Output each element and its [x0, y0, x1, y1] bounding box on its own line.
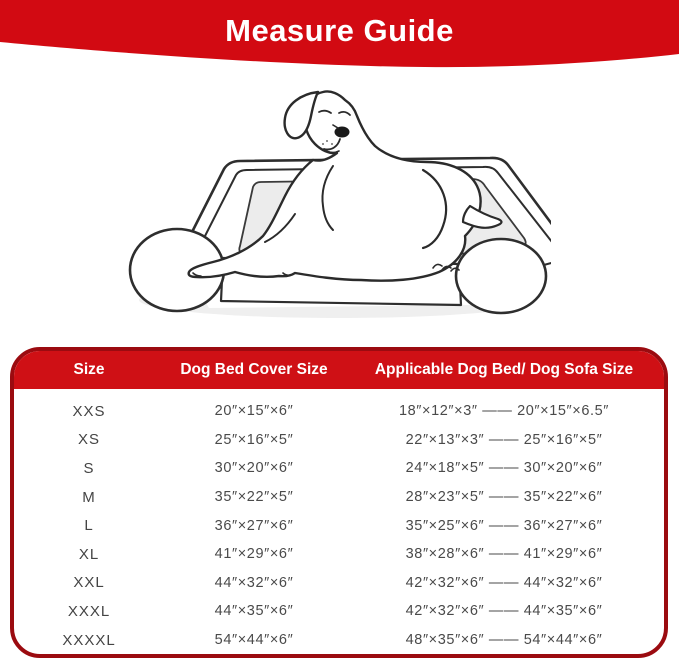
cover-size-value: 25″×16″×5″: [214, 431, 294, 448]
table-row: [14, 569, 664, 598]
table-row: [14, 397, 664, 426]
cover-size-value: 54″×44″×6″: [214, 632, 294, 649]
size-table: [10, 347, 668, 658]
whisker-dot: [331, 143, 333, 145]
applicable-size-value: 28″×23″×5″ —— 35″×22″×6″: [405, 489, 603, 506]
applicable-size-value: 42″×32″×6″ —— 44″×32″×6″: [405, 574, 603, 591]
applicable-size-value: 18″×12″×3″ —— 20″×15″×6.5″: [398, 403, 610, 420]
cover-size-value: 20″×15″×6″: [214, 403, 294, 420]
cover-size-value: 35″×22″×5″: [214, 489, 294, 506]
applicable-size-value: 22″×13″×3″ —— 25″×16″×5″: [405, 431, 603, 448]
column-header-applicable: Applicable Dog Bed/ Dog Sofa Size: [374, 361, 634, 378]
table-row: [14, 454, 664, 483]
cover-size-value: 44″×32″×6″: [214, 574, 294, 591]
column-header-size: Size: [73, 361, 105, 378]
table-row: [14, 426, 664, 455]
size-value: XXL: [73, 574, 105, 592]
size-value: XXXXL: [62, 631, 116, 649]
applicable-size-value: 24″×18″×5″ —— 30″×20″×6″: [405, 460, 603, 477]
cover-size-value: 41″×29″×6″: [214, 546, 294, 563]
size-value: XXS: [72, 402, 106, 420]
whisker-dot: [326, 140, 328, 142]
size-value: XS: [77, 431, 100, 449]
dog-on-bed-drawing: [127, 74, 551, 326]
size-value: M: [82, 488, 96, 506]
applicable-size-value: 48″×35″×6″ —— 54″×44″×6″: [405, 632, 603, 649]
size-value: XXXL: [67, 602, 111, 620]
cover-size-value: 44″×35″×6″: [214, 603, 294, 620]
table-row: [14, 483, 664, 512]
column-header-cover-size: Dog Bed Cover Size: [180, 361, 328, 378]
table-row: [14, 540, 664, 569]
bed-right-bolster: [456, 239, 546, 313]
applicable-size-value: 42″×32″×6″ —— 44″×35″×6″: [405, 603, 603, 620]
page-title: Measure Guide: [225, 13, 454, 48]
size-table-body: [14, 389, 664, 654]
cover-size-value: 36″×27″×6″: [214, 517, 294, 534]
table-row: [14, 626, 664, 655]
whisker-dot: [322, 143, 324, 145]
table-row: [14, 597, 664, 626]
size-value: L: [84, 517, 94, 535]
dog-bed-illustration: [127, 74, 551, 326]
applicable-size-value: 38″×28″×6″ —— 41″×29″×6″: [405, 546, 603, 563]
size-value: XL: [78, 545, 100, 563]
size-table-header: [14, 351, 664, 389]
cover-size-value: 30″×20″×6″: [214, 460, 294, 477]
applicable-size-value: 35″×25″×6″ —— 36″×27″×6″: [405, 517, 603, 534]
banner: [0, 0, 679, 70]
table-row: [14, 511, 664, 540]
size-value: S: [83, 459, 95, 477]
